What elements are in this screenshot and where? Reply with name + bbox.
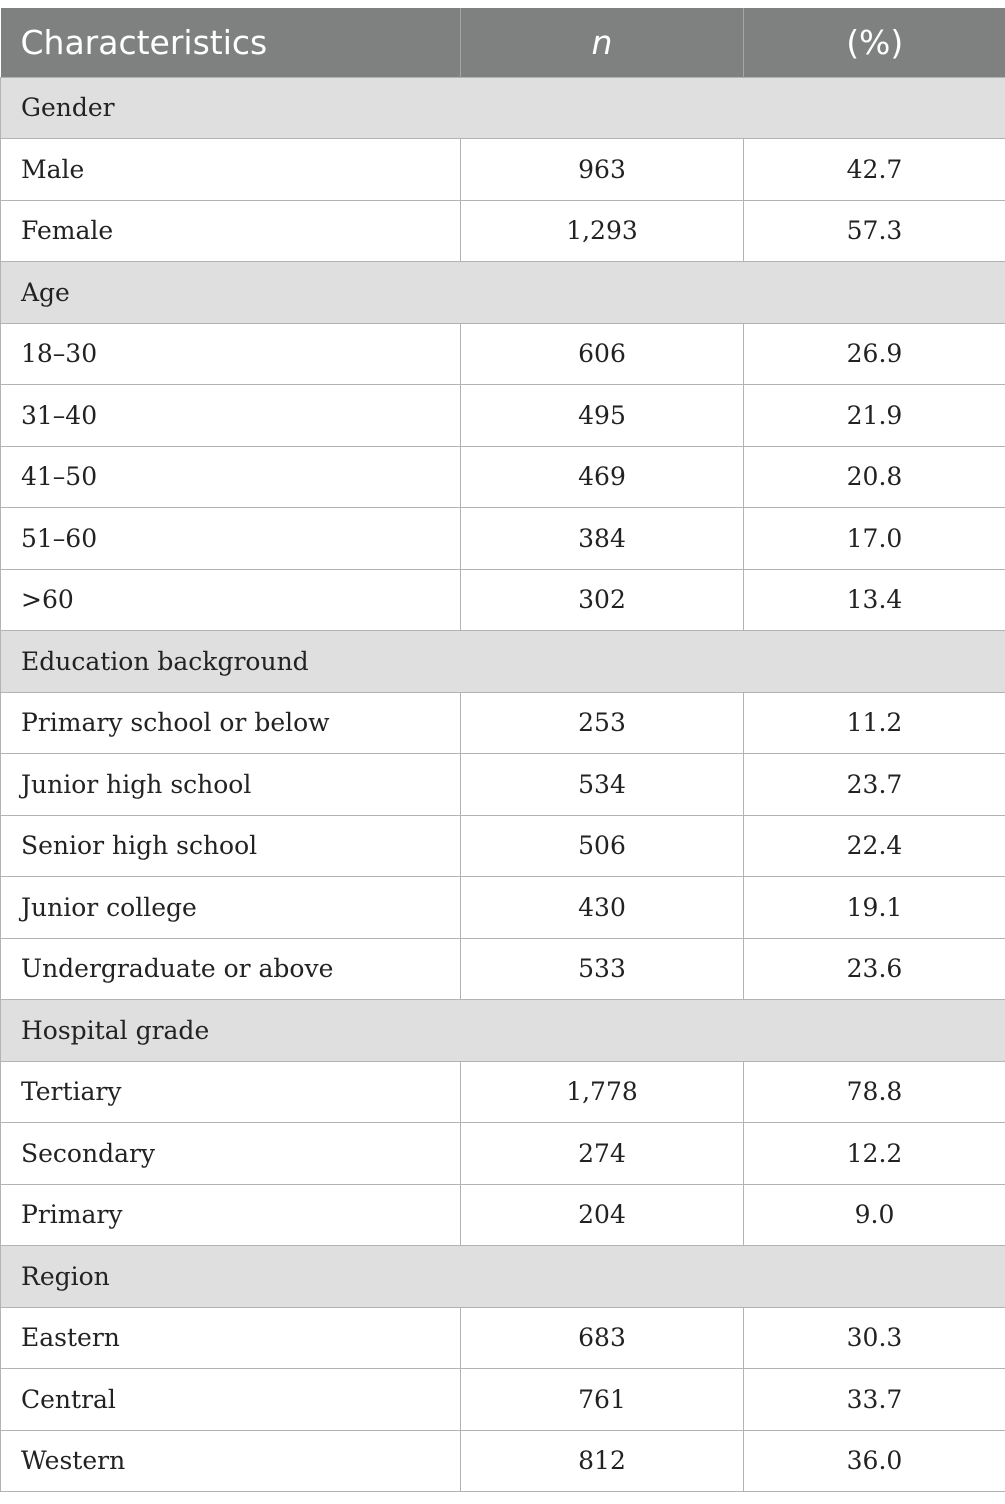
table-row (1, 569, 1005, 631)
row-count: 302 (461, 569, 744, 631)
row-label: Female (1, 200, 461, 262)
row-count: 963 (461, 139, 744, 201)
table-row (1, 692, 1005, 754)
section-title: Region (1, 1246, 1005, 1308)
row-percent: 11.2 (744, 692, 1005, 754)
row-label: >60 (1, 569, 461, 631)
row-percent: 17.0 (744, 508, 1005, 570)
row-count: 1,778 (461, 1061, 744, 1123)
row-percent: 13.4 (744, 569, 1005, 631)
row-count: 761 (461, 1369, 744, 1431)
row-count: 274 (461, 1123, 744, 1185)
section-row (1, 1246, 1005, 1308)
row-label: Junior high school (1, 754, 461, 816)
table-row (1, 1430, 1005, 1492)
row-percent: 42.7 (744, 139, 1005, 201)
row-label: Primary school or below (1, 692, 461, 754)
table-row (1, 938, 1005, 1000)
row-count: 430 (461, 877, 744, 939)
table-row (1, 323, 1005, 385)
row-count: 495 (461, 385, 744, 447)
header-row (1, 8, 1005, 77)
row-percent: 57.3 (744, 200, 1005, 262)
table-row (1, 1184, 1005, 1246)
section-row (1, 77, 1005, 139)
row-label: 18–30 (1, 323, 461, 385)
row-count: 469 (461, 446, 744, 508)
row-count: 253 (461, 692, 744, 754)
row-label: Western (1, 1430, 461, 1492)
row-count: 606 (461, 323, 744, 385)
row-label: 41–50 (1, 446, 461, 508)
table-row (1, 1123, 1005, 1185)
table-row (1, 754, 1005, 816)
row-percent: 9.0 (744, 1184, 1005, 1246)
table-row (1, 1061, 1005, 1123)
row-label: 31–40 (1, 385, 461, 447)
row-label: Male (1, 139, 461, 201)
row-count: 533 (461, 938, 744, 1000)
section-title: Education background (1, 631, 1005, 693)
row-percent: 19.1 (744, 877, 1005, 939)
row-count: 384 (461, 508, 744, 570)
row-count: 812 (461, 1430, 744, 1492)
section-title: Age (1, 262, 1005, 324)
section-row (1, 631, 1005, 693)
section-row (1, 1000, 1005, 1062)
row-count: 534 (461, 754, 744, 816)
table-row (1, 508, 1005, 570)
row-percent: 30.3 (744, 1307, 1005, 1369)
section-title: Hospital grade (1, 1000, 1005, 1062)
row-percent: 12.2 (744, 1123, 1005, 1185)
table-body (1, 77, 1005, 1492)
section-row (1, 262, 1005, 324)
table-row (1, 877, 1005, 939)
row-label: Secondary (1, 1123, 461, 1185)
row-count: 683 (461, 1307, 744, 1369)
row-label: Undergraduate or above (1, 938, 461, 1000)
table-row (1, 200, 1005, 262)
row-label: Central (1, 1369, 461, 1431)
section-title: Gender (1, 77, 1005, 139)
row-percent: 23.7 (744, 754, 1005, 816)
table-header (1, 8, 1005, 77)
characteristics-table (0, 8, 1005, 1492)
row-percent: 33.7 (744, 1369, 1005, 1431)
row-label: Primary (1, 1184, 461, 1246)
header-characteristics: Characteristics (1, 8, 461, 77)
row-label: Tertiary (1, 1061, 461, 1123)
row-label: Senior high school (1, 815, 461, 877)
row-percent: 20.8 (744, 446, 1005, 508)
table-row (1, 1369, 1005, 1431)
row-percent: 36.0 (744, 1430, 1005, 1492)
row-percent: 22.4 (744, 815, 1005, 877)
row-percent: 23.6 (744, 938, 1005, 1000)
header-percent: (%) (744, 8, 1005, 77)
row-percent: 26.9 (744, 323, 1005, 385)
row-percent: 21.9 (744, 385, 1005, 447)
row-label: Junior college (1, 877, 461, 939)
row-label: Eastern (1, 1307, 461, 1369)
row-count: 1,293 (461, 200, 744, 262)
table-row (1, 815, 1005, 877)
row-count: 204 (461, 1184, 744, 1246)
table-row (1, 1307, 1005, 1369)
table-row (1, 385, 1005, 447)
row-percent: 78.8 (744, 1061, 1005, 1123)
header-n: n (461, 8, 744, 77)
row-count: 506 (461, 815, 744, 877)
table-row (1, 139, 1005, 201)
row-label: 51–60 (1, 508, 461, 570)
table-row (1, 446, 1005, 508)
